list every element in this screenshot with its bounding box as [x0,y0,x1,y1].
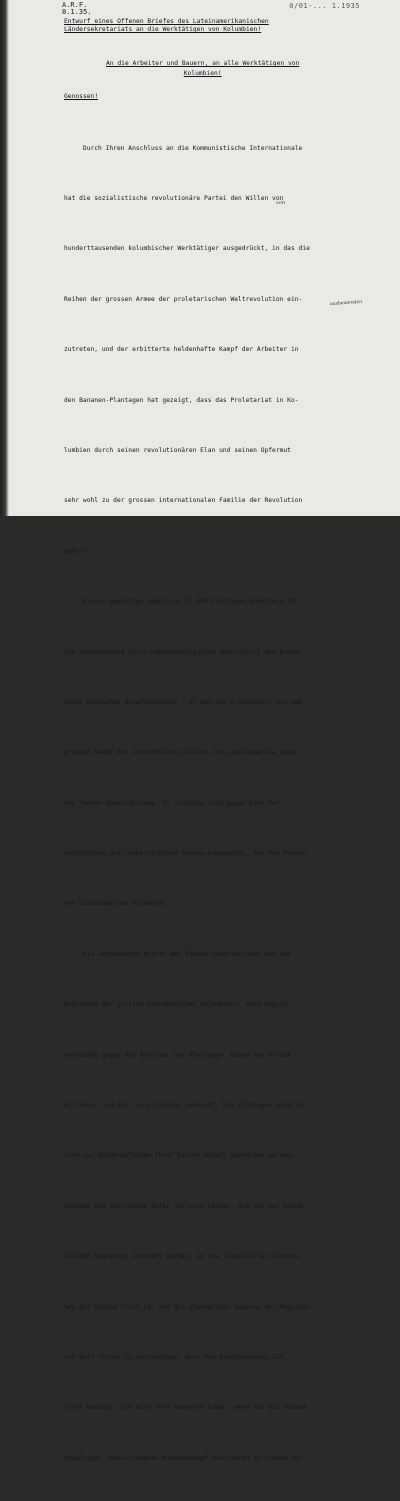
interlinear-insertion: von [276,200,286,206]
archive-stamp-number: 0/01-... 1.1935 [289,2,360,10]
body-line: bischen Regierung ermordet wurden, um die finanziellen Interes- [64,1253,303,1261]
body-line: nicht besiegt, sie wird ihre Revanche haben, wenn sie aus diesem [64,1404,307,1412]
body-line: nachdem sie zahlreiche Opfer verloren hatten, die von der kolum- [64,1202,307,1210]
document-reference-codes [62,2,92,16]
body-line: zutreten, und der erbitterte heldenhafte Kampf der Arbeiter in [64,346,299,354]
body-line: mit Feuer und Blut zu ersticken vermocht. Die Plantagen-Arbeiter [64,1102,307,1110]
addressee [106,59,299,79]
body-line: den Bananen-Plantagen hat gezeigt, dass das Proletariat in Ko- [64,396,299,404]
handwritten-insertion: ausbeutenden [329,299,363,308]
body-line: verbündet gegen die Arbeiter der Plantagen, haben den Streik [64,1051,291,1059]
body-line: gehört. [64,547,91,555]
body-line: die Verbesserung ihrer Lebensbedingungen überschritt den Rahmen [64,648,303,656]
addressee-line-2: Kolumbien! [183,70,222,77]
body-line: Regierung der grossen Grundbesitzer Kolumbiens, aufs engste [64,1001,288,1009]
body-line: sen der United Fruit Co. und die skandalösen Gewinne der Magnaten [64,1303,310,1311]
body-line: hat die sozialistische revolutionäre Partei den Willen von [64,194,284,202]
body-line: Reihen der grossen Armee der proletarischen Weltrevolution ein- [64,295,303,303]
body-line: mächtigsten und räuberischsten Yankee-Kompagnien, die die Massen [64,850,307,858]
body-line: Durch Ihren Anschluss an die Kommunistische Internationale [64,144,303,152]
body-line: von Wall Street zu verteidigen. Aber die Arbeitermasse ist [64,1353,284,1361]
body-line: lumbien durch seinen revolutionären Elan und seinen Opfermut [64,446,291,454]
document-title [64,18,269,34]
body-line: hunderttausenden kolumbischer Werktätiger ausgedrückt, in das die [64,245,310,253]
body-line: Die verbündeten Kräfte des Yankee-Imperialismus und der [64,950,291,958]
body-line: sehr wohl zu der grossen internationalen Familie der Revolution [64,497,303,505]
reference-code-1: A.R.F. [62,1,88,9]
letter-body [64,107,310,1501]
body-line: von Lateinamerika ausbeutet. [64,900,170,908]
body-line: gewaltigen revolutionären Klassenkampf die Lehren zu ziehen ver- [64,1454,307,1462]
body-line: den Yankee-Imperialismus. Er richtete sich gegen eine der [64,799,280,807]
body-line: sind zur Wiederaufnahme ihrer harten Arbeit gezwungen worden, [64,1152,295,1160]
title-line-2: Ländersekretariats an die Werktätigen von Kolumbien! [64,26,262,33]
reference-code-2: 8.1.35. [62,8,92,16]
addressee-line-1: An die Arbeiter und Bauern, an alle Werktätigen von [106,60,300,67]
body-line: grossen Kampf der unterdrückten Völker von Lateinamerika gegen [64,749,299,757]
body-line: eines einfachen Bergfiestreiks - er war ein A-usschnitt aus dem [64,698,303,706]
salutation: Genossen! [64,93,99,100]
body-line: Dieser gewaltige Kampf von 32.000 Plantagen-Arbeitern für [64,598,299,606]
title-line-1: Entwurf eines Offenen Briefes des Lateinamerikanischen [64,18,269,25]
